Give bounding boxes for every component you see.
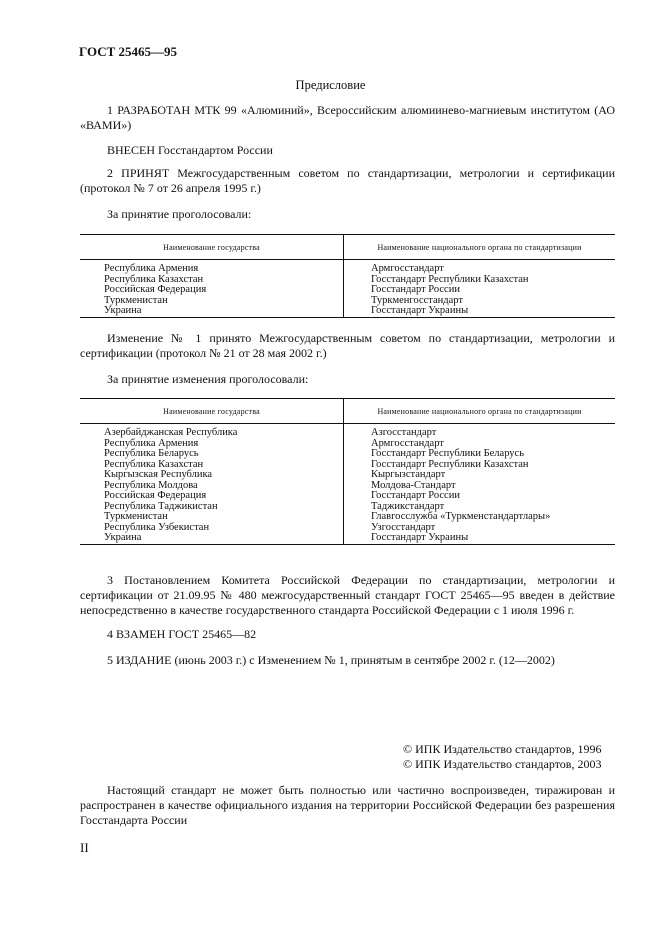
table1-header-body: Наименование национального органа по стандартизации [344, 235, 616, 260]
standards-body-cell: Армгосстандарт [371, 263, 444, 274]
paragraph-4-replaces: 4 ВЗАМЕН ГОСТ 25465—82 [107, 627, 257, 641]
voting-table-1 [80, 234, 615, 318]
paragraph-3-enacted: 3 Постановлением Комитета Российской Федерации по стандартизации, метрологии и сертификации от 21.09.95 № 480 межгосударственный стандарт ГОСТ 25465—95 введен в действие непосредственно в качестве государственного стандарта Российской Федерации с 1 июля 1996 г. [80, 573, 615, 617]
table-row [80, 491, 615, 502]
state-name-cell: Республика Армения [80, 260, 344, 275]
table-row [80, 470, 615, 481]
table-row [80, 512, 615, 523]
standards-body-cell: Азгосстандарт [371, 427, 437, 438]
table2-header-state: Наименование государства [80, 399, 344, 424]
table-row [80, 306, 615, 317]
standards-body-cell: Госстандарт Украины [344, 306, 616, 317]
state-name-cell: Республика Беларусь [80, 449, 344, 460]
state-name-cell: Республика Казахстан [80, 275, 344, 286]
table-row [80, 533, 615, 544]
copyright-2003: © ИПК Издательство стандартов, 2003 [403, 757, 602, 771]
state-name-cell: Кыргызская Республика [80, 470, 344, 481]
standards-body-cell: Госстандарт Республики Казахстан [371, 458, 529, 470]
document-header: ГОСТ 25465—95 [79, 44, 178, 59]
state-name-cell: Республика Армения [80, 439, 344, 450]
page-number: II [80, 840, 89, 855]
standards-body-cell: Кыргызстандарт [371, 469, 446, 480]
state-name-cell: Туркменистан [80, 512, 344, 523]
state-name-cell: Российская Федерация [80, 285, 344, 296]
table-row [80, 523, 615, 534]
standards-body-cell: Узгосстандарт [371, 521, 436, 533]
standards-body-cell: Госстандарт Украины [344, 533, 616, 544]
standards-body-cell: Главгосслужба «Туркменстандартлары» [371, 511, 551, 522]
state-name-cell: Республика Казахстан [80, 460, 344, 471]
standards-body-cell: Армгосстандарт [371, 437, 444, 449]
table2-header-body: Наименование национального органа по стандартизации [344, 399, 616, 424]
state-name-cell: Украина [80, 306, 344, 317]
standards-body-cell: Госстандарт России [371, 490, 460, 501]
paragraph-introduced: ВНЕСЕН Госстандартом России [107, 143, 273, 157]
table-row [80, 449, 615, 460]
standards-body-cell: Госстандарт Республики Казахстан [371, 273, 529, 285]
state-name-cell: Республика Узбекистан [80, 523, 344, 534]
paragraph-change-1: Изменение № 1 принято Межгосударственным советом по стандартизации, метрологии и сертификации (протокол № 21 от 28 мая 2002 г.) [80, 331, 615, 360]
standards-body-cell: Госстандарт России [371, 284, 460, 295]
copyright-1996: © ИПК Издательство стандартов, 1996 [403, 742, 602, 756]
standards-body-cell: Туркменгосстандарт [371, 294, 463, 306]
state-name-cell: Российская Федерация [80, 491, 344, 502]
voting-table-2 [80, 398, 615, 545]
paragraph-5-edition: 5 ИЗДАНИЕ (июнь 2003 г.) с Изменением № 1, принятым в сентябре 2002 г. (12—2002) [107, 653, 555, 667]
standards-body-cell: Госстандарт Республики Беларусь [371, 448, 525, 459]
standards-body-cell: Молдова-Стандарт [371, 479, 456, 491]
state-name-cell: Республика Молдова [80, 481, 344, 492]
paragraph-reproduction-notice: Настоящий стандарт не может быть полностью или частично воспроизведен, тиражирован и распространен в качестве официального издания на территории Российской Федерации без разрешения Госстандарта России [80, 783, 615, 827]
paragraph-1-developed: 1 РАЗРАБОТАН МТК 99 «Алюминий», Всероссийским алюмииневo-магниевым институтом (АО «ВАМИ») [80, 103, 615, 132]
table-row [80, 296, 615, 307]
section-title: Предисловие [295, 78, 366, 92]
table1-header-state: Наименование государства [80, 235, 344, 260]
state-name-cell: Азербайджанская Республика [80, 424, 344, 439]
paragraph-vote-1: За принятие проголосовали: [107, 207, 252, 221]
standards-body-cell: Таджикстандарт [371, 500, 445, 512]
table-row [80, 424, 615, 439]
table-row [80, 285, 615, 296]
state-name-cell: Туркменистан [80, 296, 344, 307]
state-name-cell: Республика Таджикистан [80, 502, 344, 513]
paragraph-2-adopted: 2 ПРИНЯТ Межгосударственным советом по стандартизации, метрологии и сертификации (протокол № 7 от 26 апреля 1995 г.) [80, 166, 615, 195]
table-row [80, 260, 615, 275]
paragraph-vote-2: За принятие изменения проголосовали: [107, 372, 309, 386]
state-name-cell: Украина [80, 533, 344, 544]
